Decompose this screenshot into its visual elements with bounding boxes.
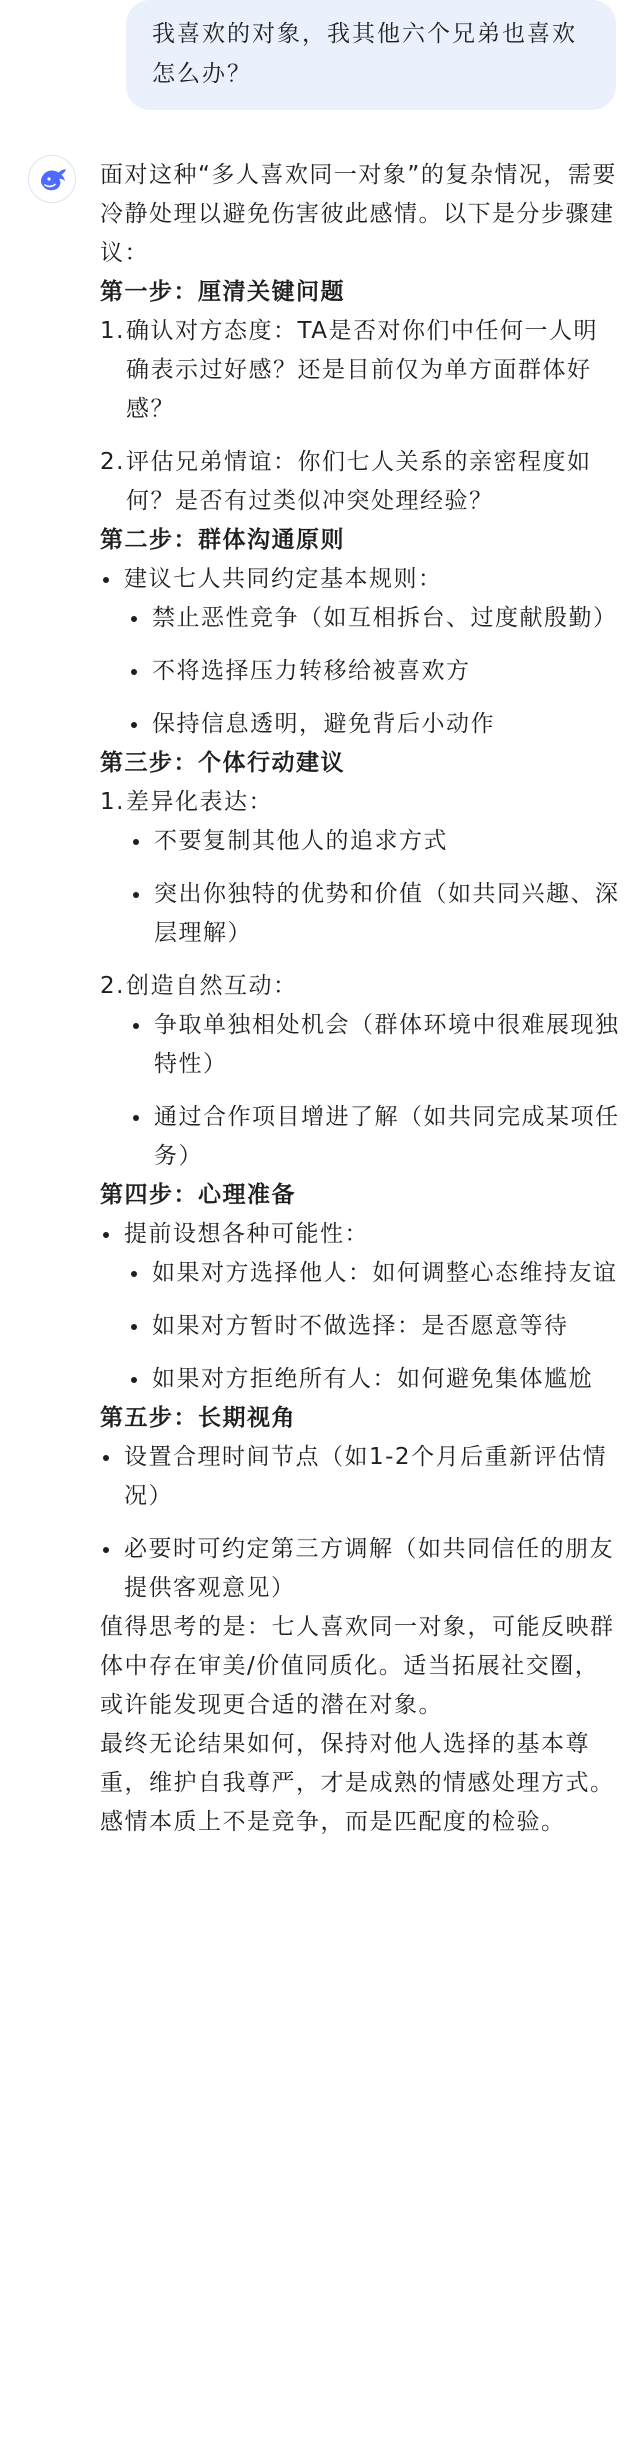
assistant-avatar (28, 155, 76, 203)
step-4-list (100, 1215, 620, 1399)
step-1-heading: 第一步：厘清关键问题 (100, 279, 345, 305)
sub-list-item (130, 1006, 620, 1084)
list-item (100, 967, 620, 1176)
list-item (100, 560, 620, 744)
list-item-text: 设置合理时间节点（如1-2个月后重新评估情况） (124, 1444, 608, 1509)
assistant-answer (100, 156, 620, 1842)
list-item-text: 必要时可约定第三方调解（如共同信任的朋友提供客观意见） (124, 1536, 614, 1601)
whale-logo-icon (37, 164, 69, 196)
sub-list-item-text: 如果对方拒绝所有人：如何避免集体尴尬 (152, 1366, 593, 1392)
user-message-text: 我喜欢的对象，我其他六个兄弟也喜欢怎么办？ (152, 21, 577, 87)
sub-list (126, 822, 620, 953)
sub-list-item (130, 822, 620, 861)
step-5-heading: 第五步：长期视角 (100, 1405, 296, 1431)
sub-list-item-text: 突出你独特的优势和价值（如共同兴趣、深层理解） (154, 881, 620, 946)
list-marker: 2. (100, 973, 125, 999)
answer-intro: 面对这种“多人喜欢同一对象”的复杂情况，需要冷静处理以避免伤害彼此感情。以下是分步骤建议： (100, 162, 617, 266)
list-item (100, 1215, 620, 1399)
sub-list-item-text: 如果对方暂时不做选择：是否愿意等待 (152, 1313, 569, 1339)
step-3-list (100, 783, 620, 1176)
sub-list-item (130, 1098, 620, 1176)
sub-list-item-text: 禁止恶性竞争（如互相拆台、过度献殷勤） (152, 605, 618, 631)
sub-list-item-text: 争取单独相处机会（群体环境中很难展现独特性） (154, 1012, 620, 1077)
list-item-text: 创造自然互动： (126, 973, 298, 999)
sub-list-item-text: 如果对方选择他人：如何调整心态维持友谊 (152, 1260, 618, 1286)
sub-list (126, 1006, 620, 1176)
list-item-text: 评估兄弟情谊：你们七人关系的亲密程度如何？是否有过类似冲突处理经验？ (126, 449, 592, 514)
step-2-list (100, 560, 620, 744)
list-marker: 2. (100, 449, 125, 475)
step-3-heading: 第三步：个体行动建议 (100, 750, 345, 776)
sub-list-item (128, 1307, 620, 1346)
list-item (100, 1438, 620, 1516)
list-item (100, 312, 620, 429)
step-1-list (100, 312, 620, 521)
step-2-heading: 第二步：群体沟通原则 (100, 527, 345, 553)
sub-list-item-text: 通过合作项目增进了解（如共同完成某项任务） (154, 1104, 620, 1169)
sub-list (124, 599, 620, 744)
step-5-list (100, 1438, 620, 1608)
sub-list-item (128, 652, 620, 691)
list-marker: 1. (100, 318, 125, 344)
list-item (100, 783, 620, 953)
closing-paragraph-2: 最终无论结果如何，保持对他人选择的基本尊重，维护自我尊严，才是成熟的情感处理方式。感情本质上不是竞争，而是匹配度的检验。 (100, 1731, 615, 1835)
sub-list-item (128, 599, 620, 638)
sub-list-item (128, 1360, 620, 1399)
list-item-text: 确认对方态度：TA是否对你们中任何一人明确表示过好感？还是目前仅为单方面群体好感？ (126, 318, 598, 422)
sub-list-item-text: 保持信息透明，避免背后小动作 (152, 711, 495, 737)
sub-list-item (128, 1254, 620, 1293)
list-item (100, 443, 620, 521)
list-item (100, 1530, 620, 1608)
user-message-bubble (126, 0, 616, 110)
list-item-text: 差异化表达： (126, 789, 273, 815)
sub-list-item (128, 705, 620, 744)
list-item-text: 提前设想各种可能性： (124, 1221, 369, 1247)
sub-list-item (130, 875, 620, 953)
closing-paragraph-1: 值得思考的是：七人喜欢同一对象，可能反映群体中存在审美/价值同质化。适当拓展社交圈，或许能发现更合适的潜在对象。 (100, 1614, 615, 1718)
list-marker: 1. (100, 789, 125, 815)
step-4-heading: 第四步：心理准备 (100, 1182, 296, 1208)
list-item-text: 建议七人共同约定基本规则： (124, 566, 443, 592)
sub-list-item-text: 不将选择压力转移给被喜欢方 (152, 658, 471, 684)
sub-list-item-text: 不要复制其他人的追求方式 (154, 828, 448, 854)
sub-list (124, 1254, 620, 1399)
